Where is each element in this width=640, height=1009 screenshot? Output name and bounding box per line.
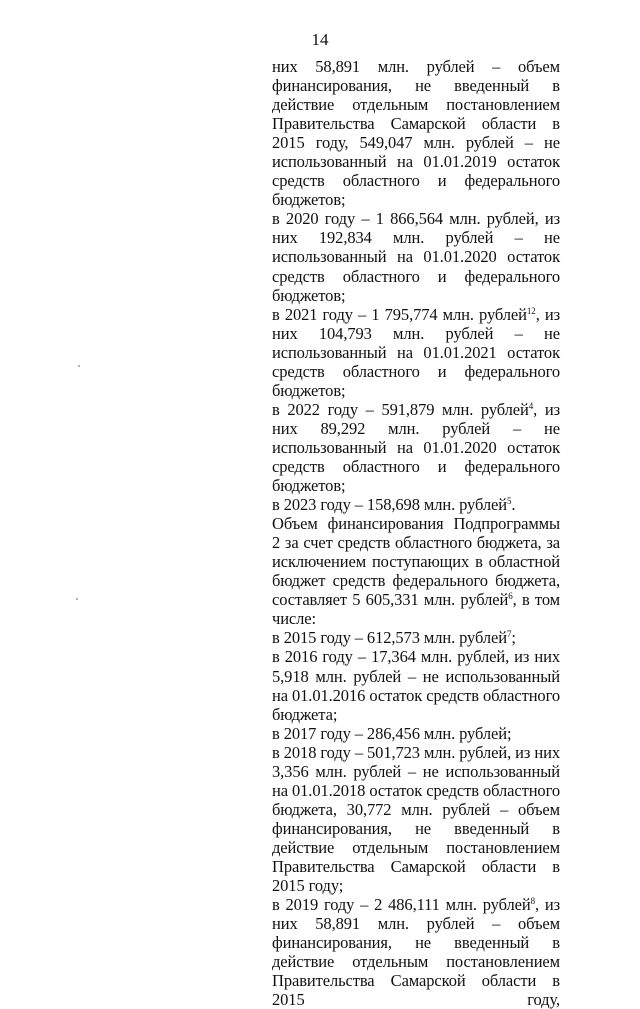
paragraph — [272, 305, 560, 400]
paragraph-text: в 2023 году – 158,698 млн. рублей — [272, 495, 507, 515]
paragraph-text: в 2021 году – 1 795,774 млн. рублей — [272, 304, 527, 324]
paragraph — [272, 495, 560, 514]
paragraph-text: , из них 104,793 млн. рублей – не использованный на 01.01.2021 остаток средств областного и федерального бюджетов; — [272, 304, 560, 400]
paragraph-text: , из них 89,292 млн. рублей – не использованный на 01.01.2020 остаток средств областного и федерального бюджетов; — [272, 399, 560, 496]
paragraph: в 2020 году – 1 866,564 млн. рублей, из них 192,834 млн. рублей – не использованный на 01.01.2020 остаток средств областного и федерального бюджетов; — [272, 209, 560, 305]
footnote-marker: 7 — [506, 629, 512, 640]
footnote-marker: 8 — [530, 896, 535, 907]
paragraph — [272, 514, 560, 628]
paragraph-text: ; — [511, 628, 516, 648]
paragraph-text: в 2019 году – 2 486,111 млн. рублей — [272, 895, 531, 915]
body-text — [272, 57, 560, 1009]
paragraph — [272, 628, 560, 647]
paragraph-text: , из них 58,891 млн. рублей – объем финансирования, не введенный в действие отдельным постановлением Правительства Самарской области в 2015 году, — [272, 895, 560, 1009]
paragraph — [272, 895, 560, 1009]
paragraph-text: . — [511, 495, 516, 515]
footnote-marker: 5 — [506, 496, 512, 507]
paragraph-text: Объем финансирования Подпрограммы 2 за счет средств областного бюджета, за исключением поступающих в областной бюджет средств федерального бюджета, составляет 5 605,331 млн. рублей — [272, 514, 560, 610]
paragraph-text: , в том числе: — [272, 590, 561, 629]
footnote-marker: 6 — [508, 591, 513, 602]
scan-speck — [78, 365, 80, 367]
page-number: 14 — [311, 30, 329, 49]
paragraph-text: в 2015 году – 612,573 млн. рублей — [272, 628, 507, 648]
paragraph: в 2018 году – 501,723 млн. рублей, из них 3,356 млн. рублей – не использованный на 01.01.2018 остаток средств областного бюджета, 30,772 млн. рублей – объем финансирования, не введенный в действие отдельным постановлением Правительства Самарской области в 2015 году; — [272, 742, 560, 896]
scan-speck — [76, 598, 78, 600]
paragraph-text: в 2022 году – 591,879 млн. рублей — [272, 399, 529, 419]
paragraph: в 2016 году – 17,364 млн. рублей, из них 5,918 млн. рублей – не использованный на 01.01.2016 остаток средств областного бюджета; — [272, 647, 560, 724]
paragraph: них 58,891 млн. рублей – объем финансирования, не введенный в действие отдельным постановлением Правительства Самарской области в 2015 году, 549,047 млн. рублей – не использованный на 01.01.2019 остаток средств областного и федерального бюджетов; — [272, 57, 560, 210]
paragraph: в 2017 году – 286,456 млн. рублей; — [272, 723, 512, 743]
footnote-marker: 4 — [528, 400, 534, 411]
paragraph — [272, 400, 560, 495]
footnote-marker: 12 — [526, 305, 536, 316]
